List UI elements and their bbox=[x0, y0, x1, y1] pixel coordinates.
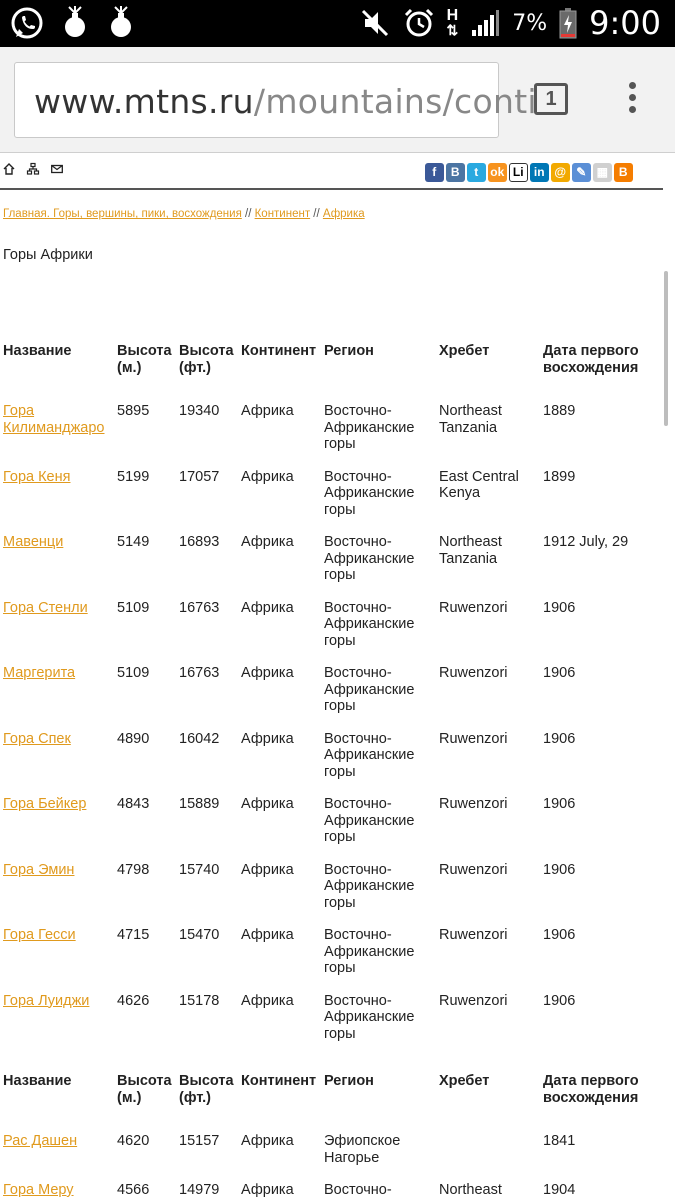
mute-icon bbox=[359, 7, 391, 39]
cell-first-ascent: 1906 bbox=[543, 927, 576, 943]
cell-name bbox=[3, 927, 111, 944]
cell-name bbox=[3, 600, 111, 617]
cell-height-m: 4715 bbox=[117, 927, 150, 943]
cell-height-m: 4620 bbox=[117, 1133, 150, 1149]
cell-height-m: 4626 bbox=[117, 992, 150, 1009]
cell-first-ascent: 1906 bbox=[543, 665, 576, 681]
cell-first-ascent: 1906 bbox=[543, 796, 576, 812]
clock: 9:00 bbox=[589, 4, 661, 42]
cell-range: Ruwenzori bbox=[439, 599, 508, 616]
cell-continent: Африка bbox=[241, 992, 294, 1009]
bomb-icon bbox=[60, 6, 90, 40]
column-header-first-ascent: Дата первого восхождения bbox=[543, 343, 639, 376]
cell-height-ft: 15157 bbox=[179, 1133, 220, 1149]
cell-first-ascent: 1841 bbox=[543, 1133, 576, 1149]
vkontakte-icon[interactable]: B bbox=[446, 163, 465, 182]
dot-icon bbox=[629, 82, 636, 89]
cell-region: Восточно-Африканские горы bbox=[324, 468, 415, 518]
breadcrumb-continent-link[interactable]: Континент bbox=[254, 208, 311, 220]
cell-range: Ruwenzori bbox=[439, 992, 508, 1009]
mountain-link[interactable]: Гора Кеня bbox=[3, 468, 71, 485]
cell-region: Восточно-Африканские горы bbox=[324, 730, 415, 780]
cell-region: Восточно-Африканские горы bbox=[324, 665, 415, 715]
cell-first-ascent: 1906 bbox=[543, 992, 576, 1009]
cell-region: Восточно-Африканские горы bbox=[324, 927, 415, 977]
url-text[interactable] bbox=[34, 82, 537, 121]
mail-icon[interactable] bbox=[51, 163, 63, 175]
web-page bbox=[0, 153, 675, 1200]
cell-height-ft: 15889 bbox=[179, 796, 220, 812]
cell-range: Ruwenzori bbox=[439, 861, 508, 878]
cell-height-m: 4890 bbox=[117, 730, 150, 747]
cell-range: Ruwenzori bbox=[439, 796, 508, 812]
mountain-link[interactable]: Гора Килиманджаро bbox=[3, 403, 105, 436]
system-status bbox=[359, 4, 662, 42]
cell-height-ft: 19340 bbox=[179, 403, 220, 419]
cell-height-m: 5109 bbox=[117, 665, 150, 681]
cell-range: Ruwenzori bbox=[439, 927, 508, 943]
cell-height-ft: 17057 bbox=[179, 468, 220, 485]
breadcrumb-separator: // bbox=[241, 208, 255, 220]
mountain-link[interactable]: Гора Гесси bbox=[3, 927, 76, 943]
cell-height-m: 4798 bbox=[117, 861, 150, 878]
column-header-height-m: Высота (м.) bbox=[117, 1073, 172, 1106]
page-scrollbar[interactable] bbox=[664, 271, 668, 426]
cell-height-m: 5149 bbox=[117, 534, 150, 550]
cell-continent: Африка bbox=[241, 796, 294, 812]
cell-height-ft: 14979 bbox=[179, 1182, 220, 1198]
cell-first-ascent: 1906 bbox=[543, 730, 576, 747]
notification-icons bbox=[10, 6, 136, 40]
mountain-link[interactable]: Гора Меру bbox=[3, 1182, 74, 1198]
mountain-link[interactable]: Гора Бейкер bbox=[3, 796, 87, 812]
page-title: Горы Африки bbox=[3, 247, 93, 263]
cell-range: Ruwenzori bbox=[439, 665, 508, 681]
cell-height-ft: 15470 bbox=[179, 927, 220, 943]
cell-first-ascent: 1912 July, 29 bbox=[543, 534, 629, 550]
cell-continent: Африка bbox=[241, 665, 294, 681]
cell-name bbox=[3, 665, 111, 682]
cell-continent: Африка bbox=[241, 534, 294, 550]
cell-region: Восточно-Африканские горы bbox=[324, 403, 415, 453]
cell-name bbox=[3, 403, 111, 436]
column-header-continent: Континент bbox=[241, 1073, 317, 1089]
network-indicator bbox=[447, 9, 459, 37]
cell-continent: Африка bbox=[241, 927, 294, 943]
battery-percent: 7% bbox=[512, 10, 548, 36]
column-header-region: Регион bbox=[324, 343, 374, 359]
mountain-link[interactable]: Гора Стенли bbox=[3, 599, 88, 616]
blogger-icon[interactable]: B bbox=[614, 163, 633, 182]
cell-name bbox=[3, 796, 111, 813]
delicious-icon[interactable]: ▦ bbox=[593, 163, 612, 182]
cell-continent: Африка bbox=[241, 1182, 294, 1198]
cell-continent: Африка bbox=[241, 861, 294, 878]
mountain-link[interactable]: Гора Луиджи bbox=[3, 992, 90, 1009]
cell-continent: Африка bbox=[241, 403, 294, 419]
mountain-link[interactable]: Маргерита bbox=[3, 665, 76, 681]
column-header-continent: Континент bbox=[241, 343, 317, 359]
status-bar bbox=[0, 0, 675, 47]
mountain-link[interactable]: Рас Дашен bbox=[3, 1133, 78, 1149]
dot-icon bbox=[629, 94, 636, 101]
column-header-name: Название bbox=[3, 1073, 72, 1089]
cell-range: Northeast Tanzania bbox=[439, 403, 502, 436]
linkedin-icon[interactable]: in bbox=[530, 163, 549, 182]
bookmark-icon[interactable]: ✎ bbox=[572, 163, 591, 182]
header-divider bbox=[0, 188, 663, 190]
cell-region: Эфиопское Нагорье bbox=[324, 1133, 401, 1166]
cell-height-m: 4566 bbox=[117, 1182, 150, 1198]
cell-height-ft: 16763 bbox=[179, 665, 220, 681]
cell-first-ascent: 1906 bbox=[543, 861, 576, 878]
cell-region: Восточно-Африканские горы bbox=[324, 992, 415, 1042]
cell-height-m: 5199 bbox=[117, 468, 150, 485]
cell-region: Восточно- bbox=[324, 1182, 392, 1198]
cell-height-ft: 16042 bbox=[179, 730, 220, 747]
address-bar[interactable] bbox=[14, 62, 537, 138]
url-domain: www.mtns.ru bbox=[34, 82, 254, 121]
cell-region: Восточно-Африканские горы bbox=[324, 861, 415, 911]
data-arrows-icon: ⇅ bbox=[446, 22, 459, 38]
whatsapp-icon bbox=[10, 6, 44, 40]
column-header-height-m: Высота (м.) bbox=[117, 343, 172, 376]
cell-height-ft: 16893 bbox=[179, 534, 220, 550]
cell-name bbox=[3, 469, 111, 486]
cell-region: Восточно-Африканские горы bbox=[324, 599, 415, 649]
dot-icon bbox=[629, 106, 636, 113]
cell-height-m: 5895 bbox=[117, 403, 150, 419]
browser-toolbar bbox=[0, 47, 675, 153]
cell-continent: Африка bbox=[241, 1133, 294, 1149]
column-header-range: Хребет bbox=[439, 1073, 490, 1089]
column-header-region: Регион bbox=[324, 1073, 374, 1089]
livejournal-icon[interactable]: Li bbox=[509, 163, 528, 182]
column-header-height-ft: Высота (фт.) bbox=[179, 343, 234, 376]
url-path: /mountains/conti bbox=[253, 82, 537, 121]
cell-first-ascent: 1904 bbox=[543, 1182, 576, 1198]
cell-height-ft: 15178 bbox=[179, 992, 220, 1009]
cell-continent: Африка bbox=[241, 730, 294, 747]
breadcrumb-separator: // bbox=[310, 208, 323, 220]
cell-first-ascent: 1889 bbox=[543, 403, 576, 419]
cell-name bbox=[3, 993, 111, 1010]
mountain-link[interactable]: Гора Эмин bbox=[3, 861, 75, 878]
column-header-height-ft: Высота (фт.) bbox=[179, 1073, 234, 1106]
cell-range: Northeast Tanzania bbox=[439, 534, 502, 567]
column-header-name: Название bbox=[3, 343, 72, 359]
cell-height-ft: 15740 bbox=[179, 861, 220, 878]
breadcrumb bbox=[3, 208, 365, 220]
bomb-icon-2 bbox=[106, 6, 136, 40]
cell-region: Восточно-Африканские горы bbox=[324, 796, 415, 846]
column-header-range: Хребет bbox=[439, 343, 490, 359]
cell-first-ascent: 1899 bbox=[543, 468, 576, 485]
breadcrumb-africa-link[interactable]: Африка bbox=[322, 208, 365, 220]
cell-name bbox=[3, 862, 111, 879]
alarm-icon bbox=[403, 7, 435, 39]
cell-range: Northeast bbox=[439, 1182, 502, 1198]
cell-height-ft: 16763 bbox=[179, 599, 220, 616]
sitemap-icon[interactable] bbox=[27, 163, 39, 175]
cell-height-m: 4843 bbox=[117, 796, 150, 812]
signal-icon bbox=[470, 8, 500, 38]
column-header-first-ascent: Дата первого восхождения bbox=[543, 1073, 639, 1106]
battery-charging-icon bbox=[559, 7, 577, 39]
mountain-link[interactable]: Мавенци bbox=[3, 534, 64, 550]
cell-name bbox=[3, 534, 111, 551]
cell-first-ascent: 1906 bbox=[543, 599, 576, 616]
breadcrumb-home-link[interactable]: Главная. Горы, вершины, пики, восхождения bbox=[3, 208, 242, 220]
cell-range: Ruwenzori bbox=[439, 730, 508, 747]
cell-name bbox=[3, 1133, 111, 1150]
odnoklassniki-icon[interactable]: ok bbox=[488, 163, 507, 182]
site-nav-icons bbox=[3, 163, 63, 175]
facebook-icon[interactable]: f bbox=[425, 163, 444, 182]
cell-name bbox=[3, 1182, 111, 1199]
cell-continent: Африка bbox=[241, 468, 294, 485]
cell-continent: Африка bbox=[241, 599, 294, 616]
cell-height-m: 5109 bbox=[117, 599, 150, 616]
overflow-menu-button[interactable] bbox=[624, 82, 640, 118]
mailru-icon[interactable]: @ bbox=[551, 163, 570, 182]
network-type-label: H bbox=[446, 7, 459, 24]
twitter-icon[interactable]: t bbox=[467, 163, 486, 182]
home-icon[interactable] bbox=[3, 163, 15, 175]
share-buttons bbox=[425, 163, 633, 182]
cell-range: East Central Kenya bbox=[439, 468, 519, 502]
tab-switcher-button[interactable]: 1 bbox=[534, 83, 568, 115]
cell-region: Восточно-Африканские горы bbox=[324, 534, 415, 584]
cell-name bbox=[3, 731, 111, 748]
mountain-link[interactable]: Гора Спек bbox=[3, 730, 71, 747]
